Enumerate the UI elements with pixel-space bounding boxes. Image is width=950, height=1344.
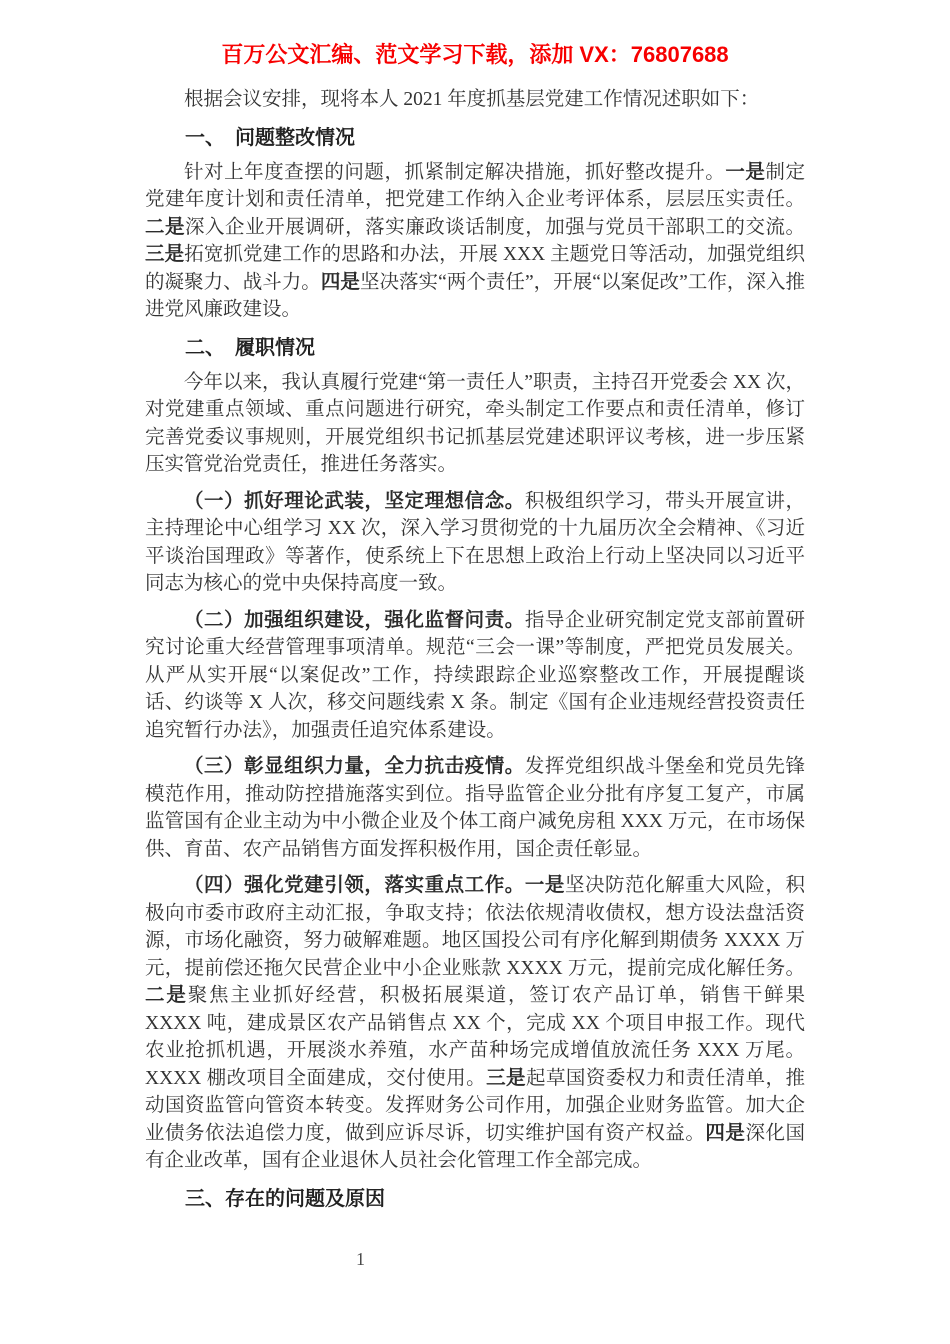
bold-run: 一是 — [725, 160, 766, 183]
section-heading-3: 三、存在的问题及原因 — [185, 1187, 385, 1210]
text-run: 坚决防范化解重大风险，积极向市委市政府主动汇报，争取支持；依法依规清收债权，想方设法盘活资源，市场化融资，努力破解难题。地区国投公司有序化解到期债务 XXXX 万元，提前偿还拖欠民营企业中小企业账款 XXXX 万元，提前完成化解任务。 — [145, 875, 805, 979]
section-heading-1: 一、 问题整改情况 — [185, 126, 355, 149]
text-run: 深化国有企业改革，国有企业退休人员社会化管理工作全部完成。 — [145, 1122, 805, 1171]
notice-banner: 百万公文汇编、范文学习下载，添加 VX：76807688 — [221, 42, 729, 67]
bold-run: 四是 — [320, 270, 360, 293]
text-run: 坚决落实“两个责任”，开展“以案促改”工作，深入推进党风廉政建设。 — [145, 271, 805, 320]
bold-run: 二是 — [145, 984, 188, 1006]
page-number: 1 — [356, 1249, 365, 1269]
bold-run: （一）抓好理论武装，坚定理想信念。 — [184, 489, 525, 512]
paragraph-pandemic-response — [145, 753, 805, 863]
bold-run: 三是 — [486, 1066, 527, 1089]
text-run: 拓宽抓党建工作的思路和办法，开展 XXX 主题党日等活动，加强党组织的凝聚力、战斗力。 — [145, 244, 805, 293]
paragraph-organization-building — [145, 607, 805, 745]
bold-run: 四是 — [705, 1121, 746, 1144]
bold-run: 二是 — [145, 215, 186, 238]
paragraph-problem-rectification — [145, 159, 805, 324]
bold-run: 一是 — [524, 874, 565, 896]
intro-paragraph: 根据会议安排，现将本人 2021 年度抓基层党建工作情况述职如下： — [184, 89, 760, 110]
text-run: 积极组织学习，带头开展宣讲，主持理论中心组学习 XX 次，深入学习贯彻党的十九届历次全会精神、《习近平谈治国理政》等著作，使系统上下在思想上政治上行动上坚决同以习近平同志为核心的党中央保持高度一致。 — [145, 490, 805, 594]
paragraph-duty-overview: 今年以来，我认真履行党建“第一责任人”职责，主持召开党委会 XX 次，对党建重点领域、重点问题进行研究，牵头制定工作要点和责任清单，修订完善党委议事规则，开展党组织书记抓基层党建述职评议考核，进一步压紧压实管党治党责任，推进任务落实。 — [145, 371, 805, 475]
text-run: 制定党建年度计划和责任清单，把党建工作纳入企业考评体系，层层压实责任。 — [145, 161, 805, 210]
text-run: 深入企业开展调研，落实廉政谈话制度，加强与党员干部职工的交流。 — [185, 216, 805, 238]
paragraph-theory-arming — [145, 488, 805, 598]
text-run: 针对上年度查摆的问题，抓紧制定解决措施，抓好整改提升。 — [184, 161, 726, 183]
section-heading-2: 二、 履职情况 — [185, 336, 315, 359]
bold-run: （四）强化党建引领，落实重点工作。 — [184, 874, 525, 896]
text-run: 发挥党组织战斗堡垒和党员先锋模范作用，推动防控措施落实到位。指导监管企业分批有序复工复产，市属监管国有企业主动为中小微企业及个体工商户减免房租 XXX 万元，在市场保供、育苗、农产品销售方面发挥积极作用，国企责任彰显。 — [145, 756, 805, 860]
text-run: 指导企业研究制定党支部前置研究讨论重大经营管理事项清单。规范“三会一课”等制度，严把党员发展关。从严从实开展“以案促改”工作，持续跟踪企业巡察整改工作，开展提醒谈话、约谈等 X 人次，移交问题线索 X 条。制定《国有企业违规经营投资责任追究暂行办法》，加强责任追究体系建设。 — [145, 609, 805, 741]
paragraph-key-work — [145, 872, 805, 1175]
text-run: 聚焦主业抓好经营，积极拓展渠道，签订农产品订单，销售干鲜果 XXXX 吨，建成景区农产品销售点 XX 个，完成 XX 个项目申报工作。现代农业抢抓机遇，开展淡水养殖，水产苗种场完成增值放流任务 XXX 万尾。XXXX 棚改项目全面建成，交付使用。 — [145, 985, 805, 1089]
bold-run: （二）加强组织建设，强化监督问责。 — [184, 608, 525, 631]
bold-run: （三）彰显组织力量，全力抗击疫情。 — [184, 755, 525, 777]
bold-run: 三是 — [145, 243, 185, 265]
text-run: 起草国资委权力和责任清单，推动国资监管向管资本转变。发挥财务公司作用，加强企业财务监管。加大企业债务依法追偿力度，做到应诉尽诉，切实维护国有资产权益。 — [145, 1067, 805, 1144]
